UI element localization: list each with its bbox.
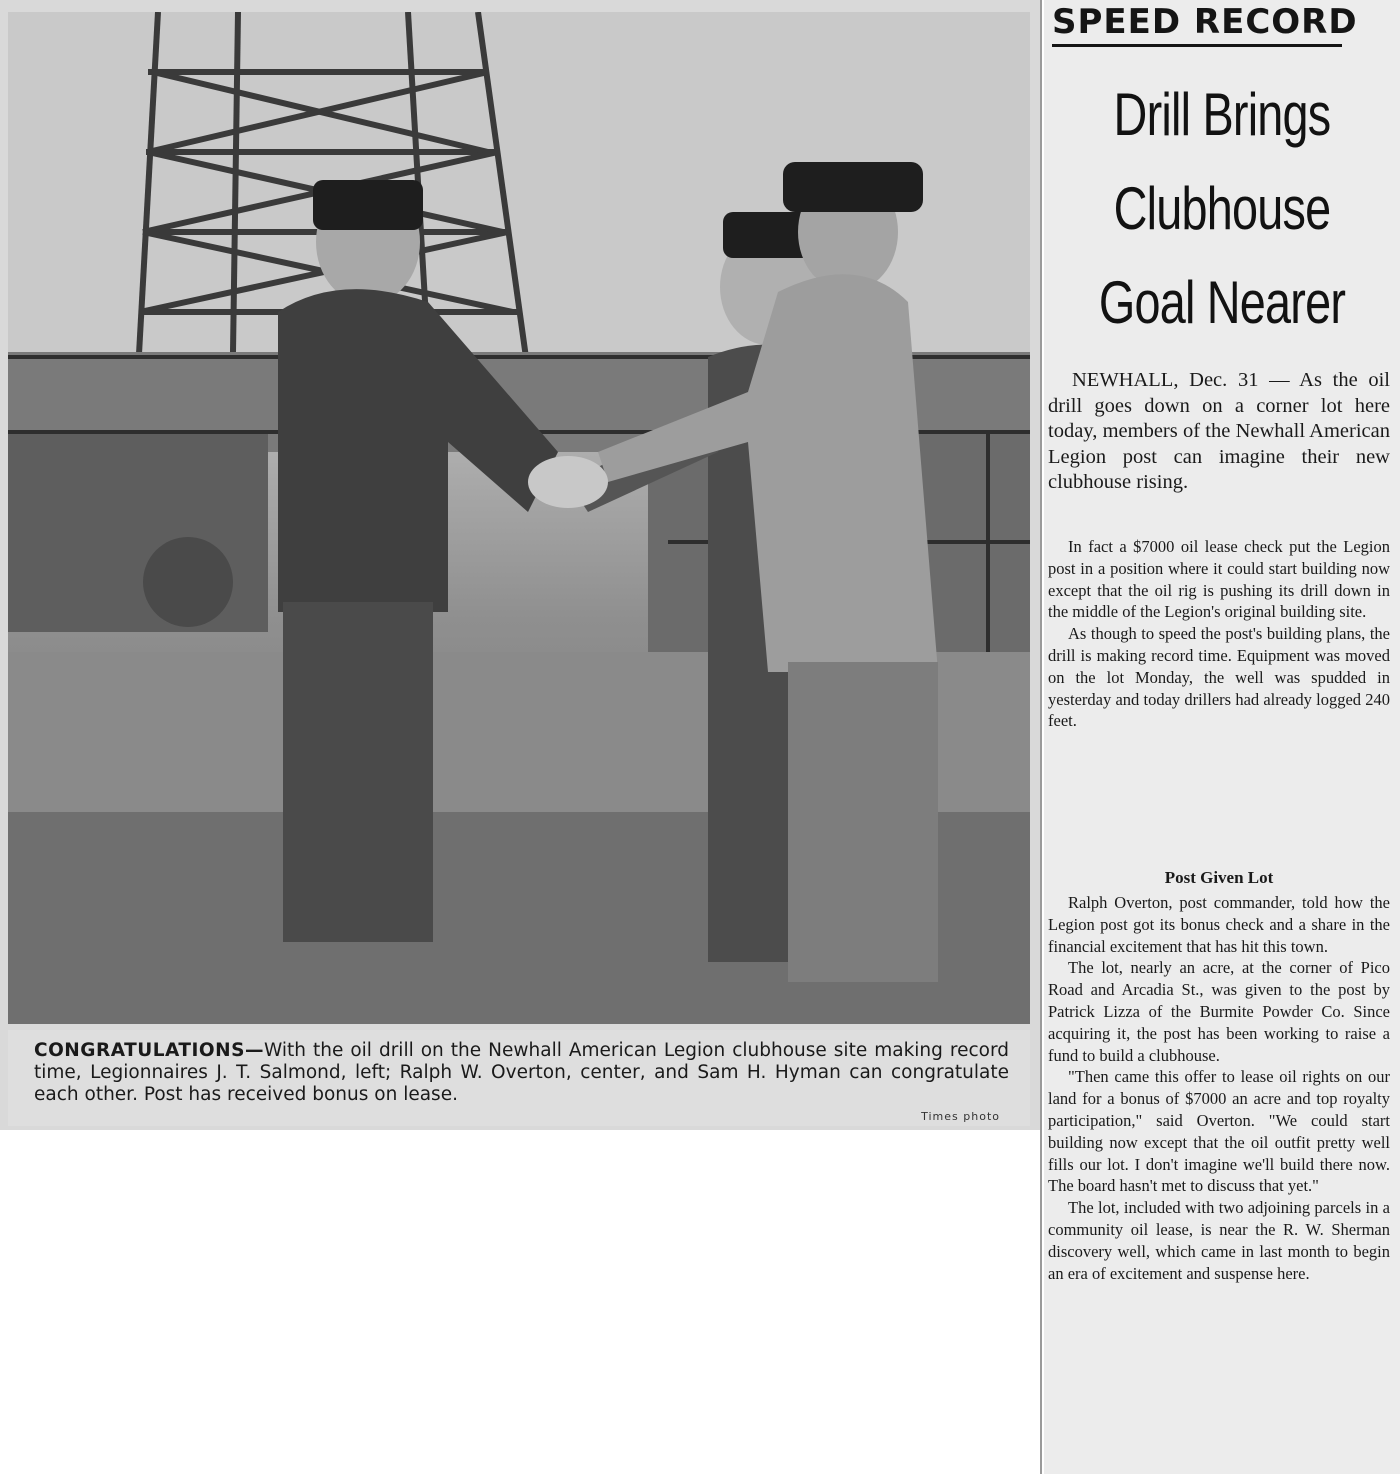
headline-line-2: Clubhouse bbox=[1113, 175, 1331, 242]
lead-paragraph: NEWHALL, Dec. 31 — As the oil drill goes down on a corner lot here today, members of the Newhall American Legion post can imagine their new clubhouse rising. bbox=[1048, 369, 1390, 493]
subheading: Post Given Lot bbox=[1164, 868, 1274, 887]
news-photo bbox=[8, 12, 1030, 1024]
article-body-section-1 bbox=[1048, 536, 1390, 732]
body-paragraph: The lot, nearly an acre, at the corner of Pico Road and Arcadia St., was given to the post by Patrick Lizza of the Burmite Powder Co. Since acquiring it, the post has been working to raise a fund to build a clubhouse. bbox=[1048, 958, 1390, 1065]
main-headline bbox=[1083, 68, 1361, 350]
body-paragraph: As though to speed the post's building plans, the drill is making record time. Equipment was moved on the lot Monday, the well was spudded in yesterday and today drillers had already logged 240 feet. bbox=[1048, 624, 1390, 731]
body-paragraph: Ralph Overton, post commander, told how the Legion post got its bonus check and a share in the financial excitement that has hit this town. bbox=[1048, 893, 1390, 956]
body-paragraph: The lot, included with two adjoining parcels in a community oil lease, is near the R. W. Sherman discovery well, which came in last month to begin an era of excitement and suspense here. bbox=[1048, 1198, 1390, 1283]
photo-credit: Times photo bbox=[921, 1110, 1000, 1123]
caption-text: With the oil drill on the Newhall American Legion clubhouse site making record time, Legionnaires J. T. Salmond, left; Ralph W. Overton, center, and Sam H. Hyman can congratulate each other. Post has received bonus on lease. bbox=[34, 1040, 1009, 1105]
article-column bbox=[1044, 0, 1400, 1474]
column-divider bbox=[1040, 0, 1042, 1474]
kicker-headline: SPEED RECORD bbox=[1052, 2, 1342, 47]
article-body-section-2 bbox=[1048, 892, 1390, 1284]
headline-line-3: Goal Nearer bbox=[1098, 269, 1346, 336]
body-paragraph: In fact a $7000 oil lease check put the Legion post in a position where it could start building now except that the oil rig is pushing its drill down in the middle of the Legion's original building site. bbox=[1048, 537, 1390, 622]
photo-illustration bbox=[8, 12, 1030, 1024]
photo-caption bbox=[34, 1040, 1009, 1106]
caption-separator: — bbox=[244, 1040, 264, 1061]
caption-lead: CONGRATULATIONS bbox=[34, 1040, 245, 1061]
photo-caption-area bbox=[8, 1030, 1030, 1126]
body-paragraph: "Then came this offer to lease oil rights on our land for a bonus of $7000 an acre and top royalty participation," said Overton. "We could start building now except that the oil outfit pretty well fills our lot. I don't imagine we'll build there now. The board hasn't met to discuss that yet." bbox=[1048, 1067, 1390, 1196]
headline-line-1: Drill Brings bbox=[1113, 81, 1331, 148]
